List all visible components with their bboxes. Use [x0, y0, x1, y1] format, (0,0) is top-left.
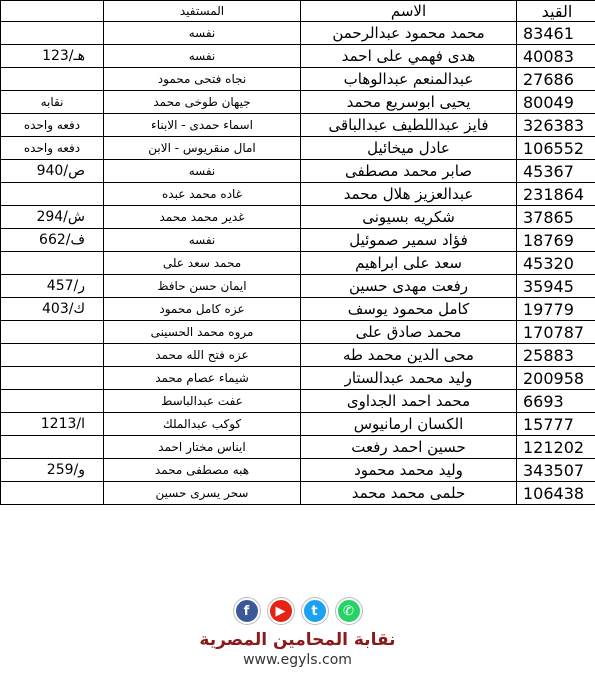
beneficiary-cell: محمد سعد على — [104, 252, 301, 275]
number-cell: 326383 — [517, 114, 595, 137]
number-cell: 200958 — [517, 367, 595, 390]
note-cell — [1, 22, 104, 45]
name-cell: صابر محمد مصطفى — [301, 160, 517, 183]
note-cell: 403/ك — [1, 298, 104, 321]
number-cell: 15777 — [517, 413, 595, 436]
table-row — [1, 413, 595, 436]
number-cell: 19779 — [517, 298, 595, 321]
note-cell — [1, 436, 104, 459]
name-cell: يحيى ابوسريع محمد — [301, 91, 517, 114]
beneficiary-cell: جيهان طوخى محمد — [104, 91, 301, 114]
beneficiary-cell: مروه محمد الحسينى — [104, 321, 301, 344]
note-cell: 457/ر — [1, 275, 104, 298]
note-cell: 123/هـ — [1, 45, 104, 68]
table-row — [1, 298, 595, 321]
name-cell: شكريه بسيونى — [301, 206, 517, 229]
number-cell: 37865 — [517, 206, 595, 229]
header-name: الاسم — [301, 1, 517, 22]
name-cell: محى الدين محمد طه — [301, 344, 517, 367]
beneficiary-cell: ايمان حسن حافظ — [104, 275, 301, 298]
table-row — [1, 482, 595, 505]
beneficiary-cell: عفت عبدالباسط — [104, 390, 301, 413]
number-cell: 231864 — [517, 183, 595, 206]
note-cell: 940/ص — [1, 160, 104, 183]
name-cell: عادل ميخائيل — [301, 137, 517, 160]
table-row — [1, 321, 595, 344]
number-cell: 25883 — [517, 344, 595, 367]
number-cell: 27686 — [517, 68, 595, 91]
name-cell: الكسان ارمانيوس — [301, 413, 517, 436]
table-row — [1, 344, 595, 367]
table-row — [1, 390, 595, 413]
name-cell: سعد على ابراهيم — [301, 252, 517, 275]
name-cell: عبدالمنعم عبدالوهاب — [301, 68, 517, 91]
table-row — [1, 137, 595, 160]
org-name: نقابة المحامين المصرية — [199, 630, 396, 650]
note-cell: 259/و — [1, 459, 104, 482]
social-icons — [0, 598, 595, 624]
header-number: القيد — [517, 1, 595, 22]
facebook-icon[interactable]: f — [234, 598, 260, 624]
header-note — [1, 1, 104, 22]
number-cell: 45367 — [517, 160, 595, 183]
website-link[interactable]: www.egyls.com — [243, 652, 352, 668]
note-cell: 662/ف — [1, 229, 104, 252]
note-cell: 1213/ا — [1, 413, 104, 436]
number-cell: 106552 — [517, 137, 595, 160]
beneficiary-cell: غاده محمد عبده — [104, 183, 301, 206]
number-cell: 45320 — [517, 252, 595, 275]
number-cell: 6693 — [517, 390, 595, 413]
number-cell: 343507 — [517, 459, 595, 482]
table-row — [1, 22, 595, 45]
name-cell: فؤاد سمير صموئيل — [301, 229, 517, 252]
footer — [0, 598, 595, 668]
table-row — [1, 68, 595, 91]
name-cell: هدى فهمي على احمد — [301, 45, 517, 68]
note-cell — [1, 390, 104, 413]
number-cell: 40083 — [517, 45, 595, 68]
table-row — [1, 91, 595, 114]
table-row — [1, 252, 595, 275]
name-cell: حلمى محمد محمد — [301, 482, 517, 505]
beneficiary-cell: ايناس مختار احمد — [104, 436, 301, 459]
beneficiary-cell: نفسه — [104, 45, 301, 68]
number-cell: 83461 — [517, 22, 595, 45]
note-cell — [1, 482, 104, 505]
table-row — [1, 229, 595, 252]
table-row — [1, 160, 595, 183]
header-beneficiary: المستفيد — [104, 1, 301, 22]
table-row — [1, 45, 595, 68]
table-row — [1, 183, 595, 206]
beneficiary-cell: عزه فتح الله محمد — [104, 344, 301, 367]
whatsapp-icon[interactable]: ✆ — [336, 598, 362, 624]
name-cell: محمد صادق على — [301, 321, 517, 344]
beneficiary-cell: نجاه فتحى محمود — [104, 68, 301, 91]
twitter-icon[interactable]: t — [302, 598, 328, 624]
table-row — [1, 114, 595, 137]
number-cell: 35945 — [517, 275, 595, 298]
beneficiary-cell: اسماء حمدى - الابناء — [104, 114, 301, 137]
note-cell — [1, 344, 104, 367]
beneficiary-cell: سحر يسرى حسين — [104, 482, 301, 505]
beneficiary-cell: عزه كامل محمود — [104, 298, 301, 321]
number-cell: 121202 — [517, 436, 595, 459]
name-cell: حسين احمد رفعت — [301, 436, 517, 459]
beneficiary-cell: نفسه — [104, 229, 301, 252]
beneficiary-cell: شيماء عصام محمد — [104, 367, 301, 390]
note-cell: دفعه واحده — [1, 137, 104, 160]
table-row — [1, 367, 595, 390]
beneficiary-cell: هبه مصطفى محمد — [104, 459, 301, 482]
table-row — [1, 436, 595, 459]
number-cell: 170787 — [517, 321, 595, 344]
table-row — [1, 459, 595, 482]
name-cell: محمد احمد الجداوى — [301, 390, 517, 413]
note-cell — [1, 252, 104, 275]
table-row — [1, 206, 595, 229]
name-cell: رفعت مهدى حسين — [301, 275, 517, 298]
number-cell: 80049 — [517, 91, 595, 114]
beneficiary-cell: امال منقريوس - الابن — [104, 137, 301, 160]
youtube-icon[interactable]: ▶ — [268, 598, 294, 624]
name-cell: كامل محمود يوسف — [301, 298, 517, 321]
beneficiary-cell: نفسه — [104, 22, 301, 45]
number-cell: 18769 — [517, 229, 595, 252]
name-cell: فايز عبداللطيف عبدالباقى — [301, 114, 517, 137]
name-cell: وليد محمد عبدالستار — [301, 367, 517, 390]
note-cell — [1, 68, 104, 91]
note-cell: نقابه — [1, 91, 104, 114]
number-cell: 106438 — [517, 482, 595, 505]
header-row — [1, 1, 595, 22]
beneficiary-cell: غدير محمد محمد — [104, 206, 301, 229]
table-row — [1, 275, 595, 298]
note-cell: دفعه واحده — [1, 114, 104, 137]
name-cell: وليد محمد محمود — [301, 459, 517, 482]
note-cell — [1, 321, 104, 344]
note-cell: 294/ش — [1, 206, 104, 229]
note-cell — [1, 183, 104, 206]
name-cell: عبدالعزيز هلال محمد — [301, 183, 517, 206]
beneficiary-cell: كوكب عبدالملك — [104, 413, 301, 436]
beneficiary-cell: نفسه — [104, 160, 301, 183]
name-cell: محمد محمود عبدالرحمن — [301, 22, 517, 45]
note-cell — [1, 367, 104, 390]
